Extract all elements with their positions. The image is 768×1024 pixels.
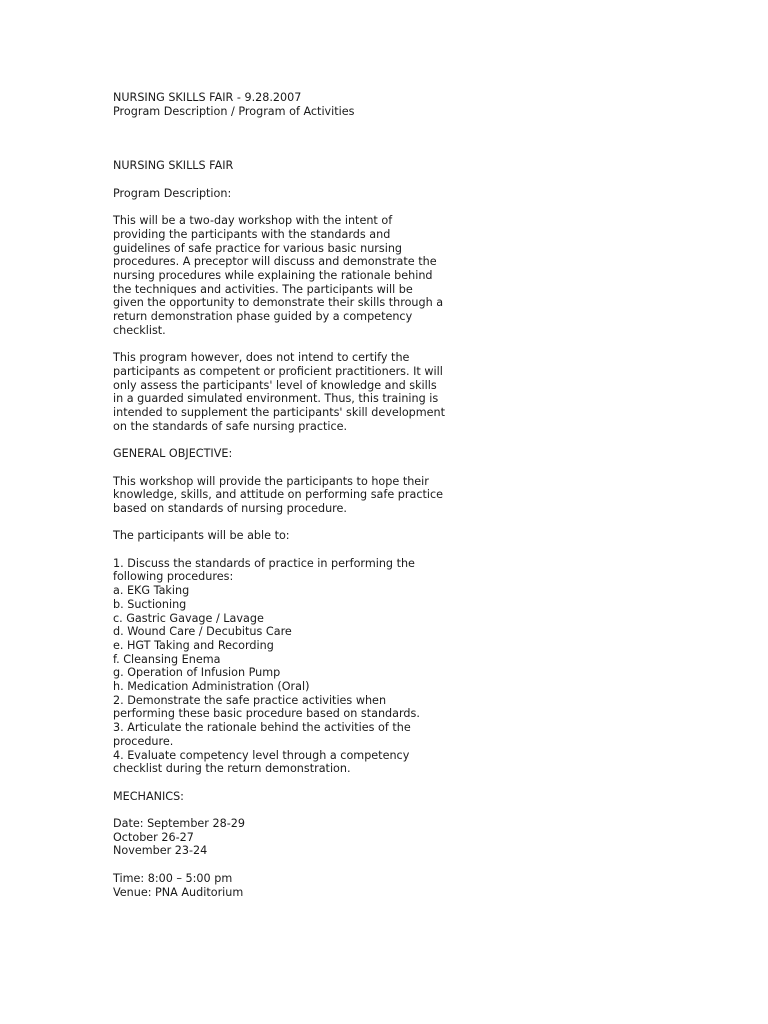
general-objective-paragraph <box>113 475 473 516</box>
paragraph-line: guidelines of safe practice for various basic nursing <box>113 241 403 255</box>
program-description-paragraph <box>113 214 473 337</box>
list-item: performing these basic procedure based on standards. <box>113 707 420 721</box>
section-title: NURSING SKILLS FAIR <box>113 159 234 173</box>
paragraph-line: This program however, does not intend to certify the <box>113 351 410 365</box>
list-item: 4. Evaluate competency level through a competency <box>113 748 410 762</box>
paragraph-line: on the standards of safe nursing practice. <box>113 419 348 433</box>
paragraph-line: only assess the participants' level of knowledge and skills <box>113 378 437 392</box>
dates-block <box>113 817 473 858</box>
list-item: d. Wound Care / Decubitus Care <box>113 625 292 639</box>
list-item: f. Cleansing Enema <box>113 652 221 666</box>
venue-line: Venue: PNA Auditorium <box>113 885 244 899</box>
list-item: a. EKG Taking <box>113 584 190 598</box>
list-item: 2. Demonstrate the safe practice activities when <box>113 693 387 707</box>
date-line: November 23-24 <box>113 844 208 858</box>
paragraph-line: in a guarded simulated environment. Thus, this training is <box>113 392 439 406</box>
list-item: 1. Discuss the standards of practice in performing the <box>113 556 415 570</box>
mechanics-heading: MECHANICS: <box>113 789 184 803</box>
document-subtitle: Program Description / Program of Activities <box>113 104 355 118</box>
paragraph-line: checklist. <box>113 323 166 337</box>
paragraph-line: providing the participants with the standards and <box>113 227 391 241</box>
paragraph-line: nursing procedures while explaining the rationale behind <box>113 269 433 282</box>
paragraph-line: knowledge, skills, and attitude on performing safe practice <box>113 488 443 502</box>
list-item: e. HGT Taking and Recording <box>113 638 274 652</box>
paragraph-line: procedures. A preceptor will discuss and demonstrate the <box>113 255 437 269</box>
paragraph-line: based on standards of nursing procedure. <box>113 501 347 515</box>
paragraph-line: intended to supplement the participants' skill development <box>113 406 446 420</box>
paragraph-line: This will be a two-day workshop with the intent of <box>113 214 393 228</box>
time-line: Time: 8:00 – 5:00 pm <box>113 871 233 885</box>
paragraph-line: given the opportunity to demonstrate their skills through a <box>113 296 444 310</box>
document-page <box>113 91 473 899</box>
date-line: Date: September 28-29 <box>113 817 245 831</box>
objectives-list <box>113 557 473 776</box>
paragraph-line: participants as competent or proficient practitioners. It will <box>113 364 443 378</box>
list-item: checklist during the return demonstration. <box>113 762 351 776</box>
list-item: h. Medication Administration (Oral) <box>113 680 310 694</box>
document-title: NURSING SKILLS FAIR - 9.28.2007 <box>113 91 302 104</box>
list-item: following procedures: <box>113 570 234 584</box>
able-to-intro: The participants will be able to: <box>113 529 290 543</box>
paragraph-line: return demonstration phase guided by a competency <box>113 310 413 324</box>
paragraph-line: This workshop will provide the participants to hope their <box>113 474 429 488</box>
program-description-heading: Program Description: <box>113 186 232 200</box>
list-item: b. Suctioning <box>113 597 187 611</box>
certification-disclaimer-paragraph <box>113 351 473 433</box>
list-item: g. Operation of Infusion Pump <box>113 666 281 680</box>
list-item: procedure. <box>113 734 174 748</box>
paragraph-line: the techniques and activities. The participants will be <box>113 282 413 296</box>
date-line: October 26-27 <box>113 830 194 844</box>
list-item: 3. Articulate the rationale behind the activities of the <box>113 721 411 735</box>
list-item: c. Gastric Gavage / Lavage <box>113 611 264 625</box>
general-objective-heading: GENERAL OBJECTIVE: <box>113 447 233 461</box>
